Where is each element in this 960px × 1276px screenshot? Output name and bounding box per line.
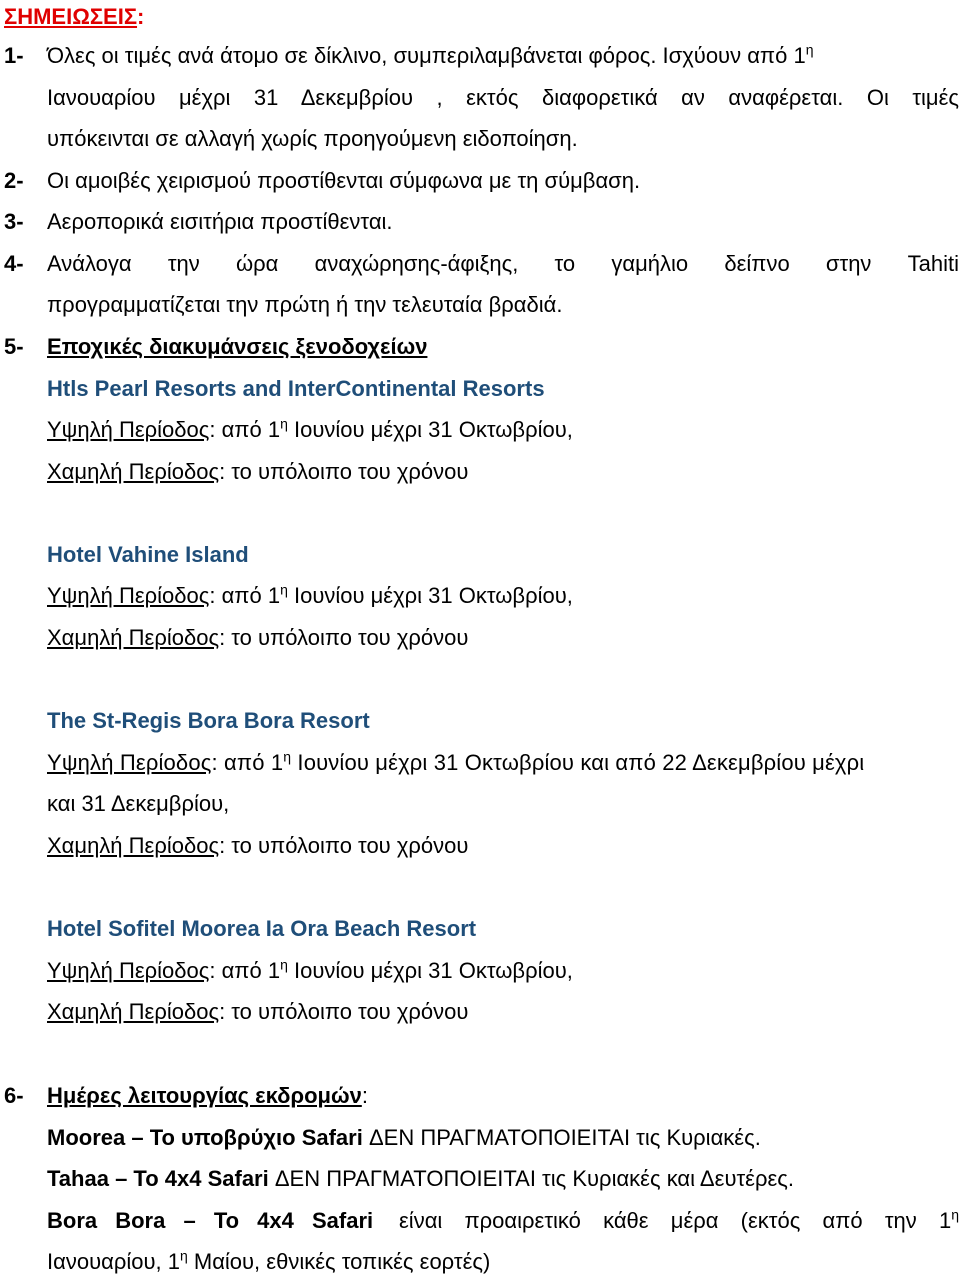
excursion-3-name-text: Bora Bora – To 4x4 Safari xyxy=(47,1208,374,1233)
note-3-number: 3- xyxy=(4,209,24,234)
low-season-label: Χαμηλή Περίοδος xyxy=(47,625,220,650)
excursion-3-line-2-a: Ιανουαρίου, 1 xyxy=(47,1249,180,1274)
note-5-number: 5- xyxy=(4,334,24,359)
note-4-line-2: προγραμματίζεται την πρώτη ή την τελευταία βραδιά. xyxy=(47,292,563,317)
high-season-from: : από 1 xyxy=(209,958,281,983)
hotel-3-name: The St-Regis Bora Bora Resort xyxy=(47,708,370,733)
excursion-3-line-2-sup: η xyxy=(179,1247,188,1264)
low-season-text: : το υπόλοιπο του χρόνου xyxy=(219,999,469,1024)
hotel-4-name: Hotel Sofitel Moorea Ia Ora Beach Resort xyxy=(47,916,477,941)
note-4-line-1 xyxy=(47,251,959,277)
excursion-3 xyxy=(47,1208,959,1234)
high-season-sup: η xyxy=(280,415,288,432)
excursion-2-text: ΔΕΝ ΠΡΑΓΜΑΤΟΠΟΙΕΙΤΑΙ τις Κυριακές και Δευτέρες. xyxy=(268,1166,795,1191)
excursion-2 xyxy=(47,1166,959,1192)
high-season-period: Ιουνίου μέχρι 31 Οκτωβρίου, xyxy=(287,583,573,608)
note-3-text: Αεροπορικά εισιτήρια προστίθενται. xyxy=(47,209,393,234)
excursion-3-text xyxy=(399,1208,959,1234)
note-4-number: 4- xyxy=(4,251,24,276)
high-season-sup: η xyxy=(280,956,288,973)
hotel-1-low-season xyxy=(47,459,959,485)
high-season-label: Υψηλή Περίοδος xyxy=(47,958,210,983)
low-season-label: Χαμηλή Περίοδος xyxy=(47,459,220,484)
note-5-heading: Εποχικές διακυμάνσεις ξενοδοχείων xyxy=(47,334,428,359)
hotel-2-low-season xyxy=(47,625,959,651)
low-season-label: Χαμηλή Περίοδος xyxy=(47,833,220,858)
high-season-from: : από 1 xyxy=(209,583,281,608)
excursion-3-name xyxy=(47,1208,387,1234)
low-season-label: Χαμηλή Περίοδος xyxy=(47,999,220,1024)
page-title xyxy=(4,4,144,30)
note-2-number: 2- xyxy=(4,168,24,193)
excursion-1-name: Moorea – Το υποβρύχιο Safari xyxy=(47,1125,363,1150)
low-season-text: : το υπόλοιπο του χρόνου xyxy=(219,625,469,650)
excursion-3-text-content: είναι προαιρετικό κάθε μέρα (εκτός από την 1 xyxy=(399,1208,952,1233)
note-1-line-1-text: Όλες οι τιμές ανά άτομο σε δίκλινο, συμπεριλαμβάνεται φόρος. Ισχύουν από 1 xyxy=(47,43,806,68)
high-season-period: Ιουνίου μέχρι 31 Οκτωβρίου, xyxy=(287,417,573,442)
note-1-line-2-text: Ιανουαρίου μέχρι 31 Δεκεμβρίου , εκτός διαφορετικά αν αναφέρεται. Οι τιμές xyxy=(47,85,959,110)
excursion-1-text: ΔΕΝ ΠΡΑΓΜΑΤΟΠΟΙΕΙΤΑΙ τις Κυριακές. xyxy=(362,1125,761,1150)
title-text: ΣΗΜΕΙΩΣΕΙΣ xyxy=(4,4,138,29)
excursion-1 xyxy=(47,1125,959,1151)
excursion-2-name: Tahaa – To 4x4 Safari xyxy=(47,1166,269,1191)
note-1-sup: η xyxy=(805,41,814,58)
excursion-3-line-2 xyxy=(47,1249,959,1275)
hotel-2-name: Hotel Vahine Island xyxy=(47,542,249,567)
high-season-period: Ιουνίου μέχρι 31 Οκτωβρίου, xyxy=(287,958,573,983)
high-season-from: : από 1 xyxy=(211,750,284,775)
hotel-3-low-season xyxy=(47,833,959,859)
high-season-label: Υψηλή Περίοδος xyxy=(47,417,210,442)
hotel-1-high-season xyxy=(47,417,959,443)
note-4-line-1-text: Ανάλογα την ώρα αναχώρησης-άφιξης, το γαμήλιο δείπνο στην Tahiti xyxy=(47,251,959,276)
note-6-colon: : xyxy=(361,1083,368,1108)
note-2-text: Οι αμοιβές χειρισμού προστίθενται σύμφωνα με τη σύμβαση. xyxy=(47,168,641,193)
hotel-3-high-season xyxy=(47,750,959,776)
note-1-line-1 xyxy=(47,43,959,69)
hotel-2-high-season xyxy=(47,583,959,609)
title-colon: : xyxy=(137,4,145,29)
high-season-sup: η xyxy=(280,581,288,598)
high-season-label: Υψηλή Περίοδος xyxy=(47,583,210,608)
note-6-heading-text: Ημέρες λειτουργίας εκδρομών xyxy=(47,1083,362,1108)
note-6-number: 6- xyxy=(4,1083,24,1108)
note-1-number: 1- xyxy=(4,43,24,68)
high-season-from: : από 1 xyxy=(209,417,281,442)
note-1-line-3: υπόκεινται σε αλλαγή χωρίς προηγούμενη ειδοποίηση. xyxy=(47,126,578,151)
hotel-3-high-season-line-2: και 31 Δεκεμβρίου, xyxy=(47,791,230,816)
hotel-1-name: Htls Pearl Resorts and InterContinental Resorts xyxy=(47,376,545,401)
low-season-text: : το υπόλοιπο του χρόνου xyxy=(219,459,469,484)
excursion-3-line-2-b: Μαίου, εθνικές τοπικές εορτές) xyxy=(187,1249,491,1274)
note-1-line-2 xyxy=(47,85,959,111)
high-season-sup: η xyxy=(283,748,292,765)
high-season-period: Ιουνίου μέχρι 31 Οκτωβρίου και από 22 Δεκεμβρίου μέχρι xyxy=(291,750,865,775)
high-season-label: Υψηλή Περίοδος xyxy=(47,750,212,775)
excursion-3-sup: η xyxy=(951,1206,959,1223)
note-6-heading xyxy=(47,1083,959,1109)
hotel-4-high-season xyxy=(47,958,959,984)
low-season-text: : το υπόλοιπο του χρόνου xyxy=(219,833,469,858)
hotel-4-low-season xyxy=(47,999,959,1025)
